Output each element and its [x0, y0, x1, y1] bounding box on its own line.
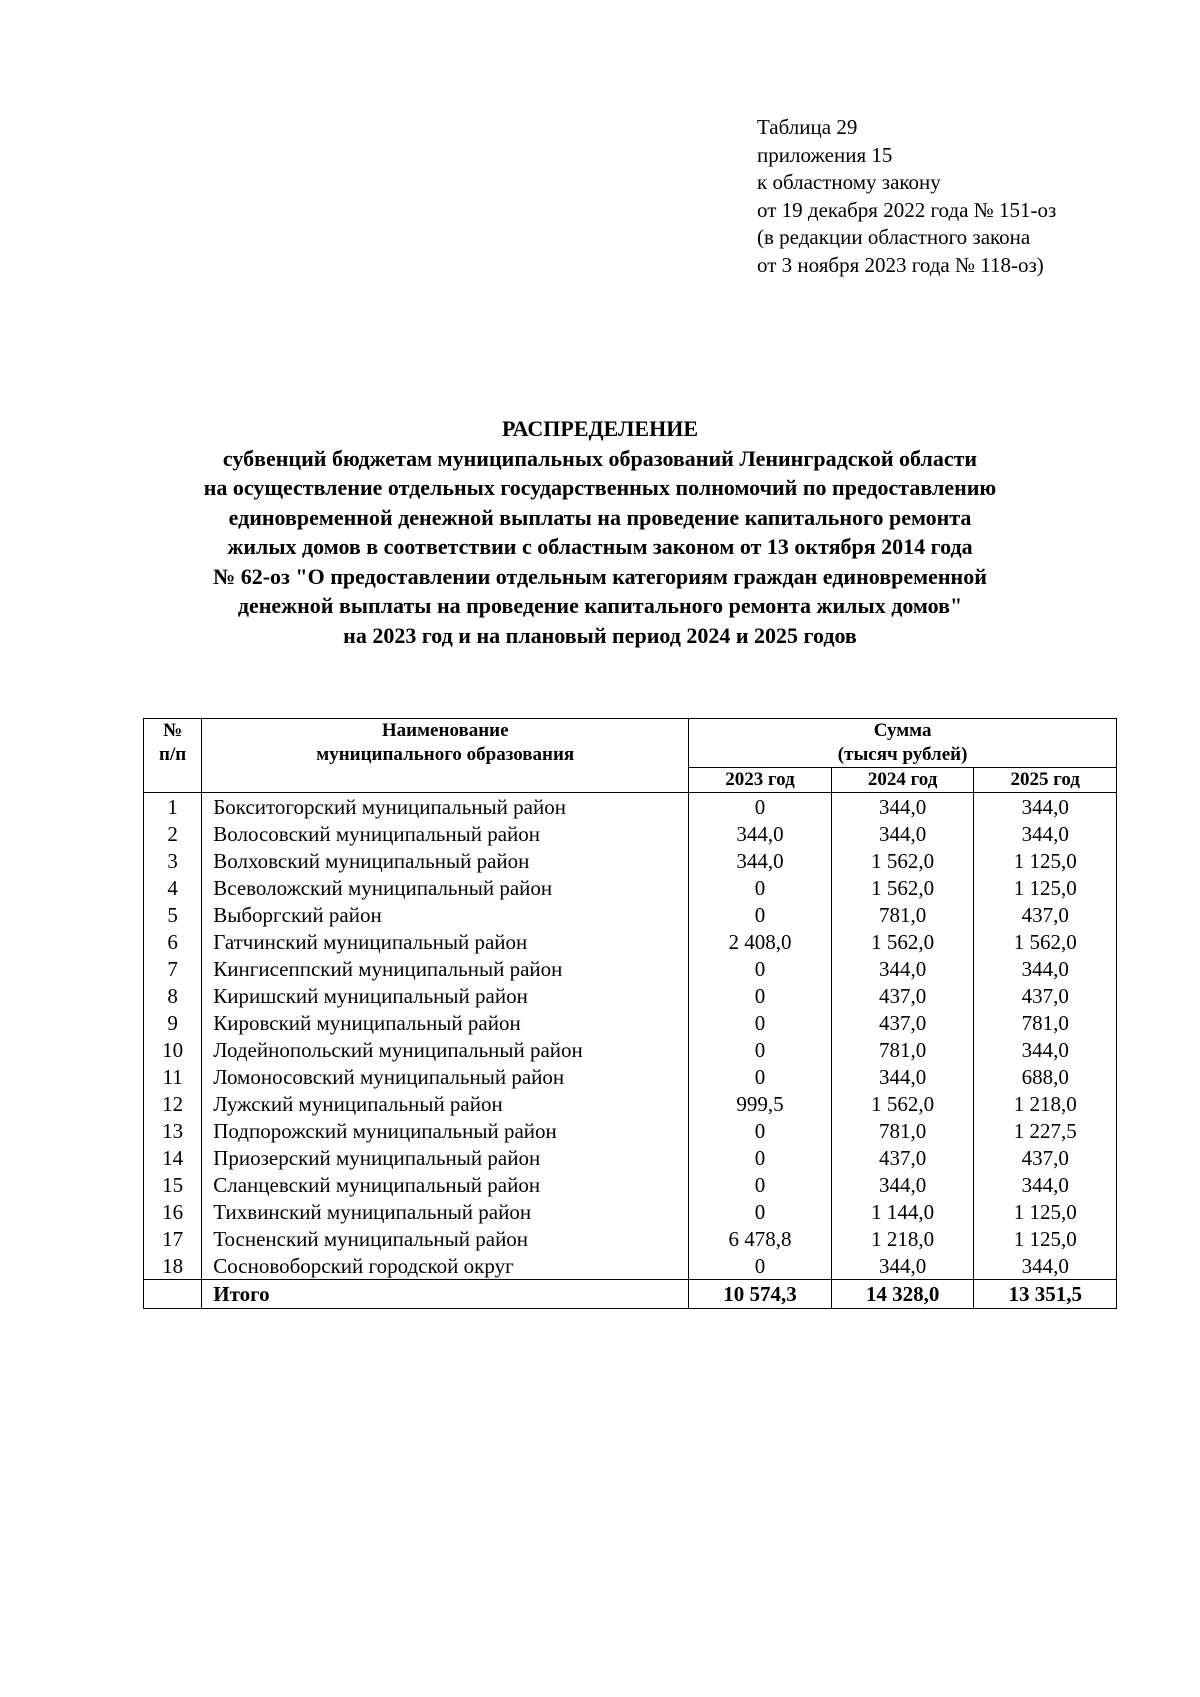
row-number: 7	[144, 955, 202, 982]
municipality-name: Выборгский район	[202, 901, 689, 928]
table-row	[144, 793, 1117, 821]
column-header-name-line2: муниципального образования	[316, 744, 575, 765]
municipality-name: Гатчинский муниципальный район	[202, 928, 689, 955]
value-2024: 344,0	[831, 793, 974, 821]
total-2025: 13 351,5	[974, 1280, 1117, 1309]
table-row	[144, 1009, 1117, 1036]
value-2025: 1 125,0	[974, 847, 1117, 874]
table-row	[144, 901, 1117, 928]
total-row	[144, 1280, 1117, 1309]
total-2024: 14 328,0	[831, 1280, 974, 1309]
row-number: 16	[144, 1198, 202, 1225]
total-2023: 10 574,3	[689, 1280, 832, 1309]
row-number: 9	[144, 1009, 202, 1036]
municipality-name: Тосненский муниципальный район	[202, 1225, 689, 1252]
value-2024: 437,0	[831, 982, 974, 1009]
table-row	[144, 820, 1117, 847]
value-2025: 437,0	[974, 982, 1117, 1009]
value-2024: 1 562,0	[831, 874, 974, 901]
column-header-name	[202, 719, 689, 793]
header-appendix: приложения 15	[757, 142, 893, 167]
value-2023: 2 408,0	[689, 928, 832, 955]
value-2023: 0	[689, 1063, 832, 1090]
column-header-number	[144, 719, 202, 793]
value-2025: 344,0	[974, 1171, 1117, 1198]
municipality-name: Всеволожский муниципальный район	[202, 874, 689, 901]
total-label: Итого	[202, 1280, 689, 1309]
table-row	[144, 1252, 1117, 1280]
value-2023: 0	[689, 1198, 832, 1225]
column-header-sum-line2: (тысяч рублей)	[837, 744, 968, 765]
value-2025: 1 125,0	[974, 1225, 1117, 1252]
value-2023: 344,0	[689, 820, 832, 847]
municipality-name: Приозерский муниципальный район	[202, 1144, 689, 1171]
value-2025: 344,0	[974, 793, 1117, 821]
row-number: 12	[144, 1090, 202, 1117]
table-footer	[144, 1280, 1117, 1309]
municipality-name: Бокситогорский муниципальный район	[202, 793, 689, 821]
title-line: жилых домов в соответствии с областным законом от 13 октября 2014 года	[227, 534, 973, 559]
row-number: 18	[144, 1252, 202, 1280]
column-header-year-2025: 2025 год	[974, 768, 1117, 793]
value-2024: 344,0	[831, 820, 974, 847]
value-2025: 1 125,0	[974, 874, 1117, 901]
table-body	[144, 793, 1117, 1280]
title-line: на осуществление отдельных государственных полномочий по предоставлению	[203, 475, 997, 500]
table-row	[144, 1117, 1117, 1144]
column-header-sum	[689, 719, 1117, 768]
table-row	[144, 1036, 1117, 1063]
column-header-year-2023: 2023 год	[689, 768, 832, 793]
value-2025: 344,0	[974, 955, 1117, 982]
value-2024: 344,0	[831, 1252, 974, 1280]
value-2023: 6 478,8	[689, 1225, 832, 1252]
row-number: 17	[144, 1225, 202, 1252]
column-header-name-line1: Наименование	[381, 720, 509, 741]
municipality-name: Лодейнопольский муниципальный район	[202, 1036, 689, 1063]
value-2023: 344,0	[689, 847, 832, 874]
table-row	[144, 847, 1117, 874]
column-header-number-line2: п/п	[159, 744, 187, 765]
row-number: 11	[144, 1063, 202, 1090]
value-2023: 0	[689, 874, 832, 901]
header-table-number: Таблица 29	[757, 115, 858, 139]
municipality-name: Ломоносовский муниципальный район	[202, 1063, 689, 1090]
municipality-name: Лужский муниципальный район	[202, 1090, 689, 1117]
municipality-name: Кингисеппский муниципальный район	[202, 955, 689, 982]
total-number-cell	[144, 1280, 202, 1309]
value-2024: 1 562,0	[831, 928, 974, 955]
row-number: 8	[144, 982, 202, 1009]
table-row	[144, 982, 1117, 1009]
table-row	[144, 1198, 1117, 1225]
document-title	[100, 414, 1100, 650]
column-header-number-line1: №	[163, 720, 183, 741]
title-line: на 2023 год и на плановый период 2024 и 2025 годов	[343, 622, 857, 648]
title-line: единовременной денежной выплаты на проведение капитального ремонта	[228, 504, 972, 530]
value-2025: 344,0	[974, 1252, 1117, 1280]
value-2024: 781,0	[831, 1117, 974, 1144]
row-number: 3	[144, 847, 202, 874]
row-number: 15	[144, 1171, 202, 1198]
table-row	[144, 874, 1117, 901]
municipality-name: Тихвинский муниципальный район	[202, 1198, 689, 1225]
value-2023: 0	[689, 1009, 832, 1036]
row-number: 4	[144, 874, 202, 901]
municipality-name: Киришский муниципальный район	[202, 982, 689, 1009]
municipality-name: Волховский муниципальный район	[202, 847, 689, 874]
header-law-ref: к областному закону	[757, 170, 941, 194]
table-row	[144, 1090, 1117, 1117]
value-2025: 344,0	[974, 1036, 1117, 1063]
column-header-sum-line1: Сумма	[873, 720, 932, 741]
table-row	[144, 955, 1117, 982]
distribution-table	[143, 718, 1117, 1309]
municipality-name: Подпорожский муниципальный район	[202, 1117, 689, 1144]
value-2025: 437,0	[974, 901, 1117, 928]
municipality-name: Кировский муниципальный район	[202, 1009, 689, 1036]
table-row	[144, 1171, 1117, 1198]
value-2025: 437,0	[974, 1144, 1117, 1171]
value-2025: 344,0	[974, 820, 1117, 847]
value-2023: 0	[689, 982, 832, 1009]
value-2023: 0	[689, 793, 832, 821]
value-2025: 1 125,0	[974, 1198, 1117, 1225]
row-number: 1	[144, 793, 202, 821]
municipality-name: Сосновоборский городской округ	[202, 1252, 689, 1280]
value-2023: 0	[689, 901, 832, 928]
row-number: 13	[144, 1117, 202, 1144]
value-2023: 0	[689, 1036, 832, 1063]
row-number: 5	[144, 901, 202, 928]
title-heading: РАСПРЕДЕЛЕНИЕ	[501, 416, 698, 441]
value-2023: 0	[689, 1252, 832, 1280]
value-2024: 344,0	[831, 955, 974, 982]
value-2024: 1 144,0	[831, 1198, 974, 1225]
value-2023: 999,5	[689, 1090, 832, 1117]
value-2025: 1 562,0	[974, 928, 1117, 955]
row-number: 10	[144, 1036, 202, 1063]
value-2024: 344,0	[831, 1171, 974, 1198]
value-2023: 0	[689, 1171, 832, 1198]
value-2024: 344,0	[831, 1063, 974, 1090]
title-line: денежной выплаты на проведение капитального ремонта жилых домов"	[237, 593, 963, 618]
value-2025: 1 227,5	[974, 1117, 1117, 1144]
value-2023: 0	[689, 1144, 832, 1171]
value-2024: 781,0	[831, 901, 974, 928]
value-2024: 437,0	[831, 1144, 974, 1171]
row-number: 6	[144, 928, 202, 955]
table-row	[144, 1225, 1117, 1252]
title-line: № 62-оз "О предоставлении отдельным категориям граждан единовременной	[213, 563, 987, 589]
document-header	[757, 114, 1056, 279]
value-2024: 1 562,0	[831, 847, 974, 874]
row-number: 14	[144, 1144, 202, 1171]
municipality-name: Сланцевский муниципальный район	[202, 1171, 689, 1198]
value-2024: 1 562,0	[831, 1090, 974, 1117]
municipality-name: Волосовский муниципальный район	[202, 820, 689, 847]
value-2023: 0	[689, 955, 832, 982]
value-2024: 781,0	[831, 1036, 974, 1063]
row-number: 2	[144, 820, 202, 847]
value-2025: 781,0	[974, 1009, 1117, 1036]
value-2025: 1 218,0	[974, 1090, 1117, 1117]
value-2025: 688,0	[974, 1063, 1117, 1090]
header-revision-date: от 3 ноября 2023 года № 118-оз)	[757, 252, 1044, 277]
table-row	[144, 1063, 1117, 1090]
column-header-year-2024: 2024 год	[831, 768, 974, 793]
value-2023: 0	[689, 1117, 832, 1144]
header-law-date: от 19 декабря 2022 года № 151-оз	[757, 197, 1057, 222]
table-row	[144, 1144, 1117, 1171]
table-row	[144, 928, 1117, 955]
table-header	[144, 719, 1117, 793]
value-2024: 437,0	[831, 1009, 974, 1036]
title-line: субвенций бюджетам муниципальных образований Ленинградской области	[222, 445, 978, 471]
value-2024: 1 218,0	[831, 1225, 974, 1252]
header-revision: (в редакции областного закона	[757, 225, 1031, 249]
